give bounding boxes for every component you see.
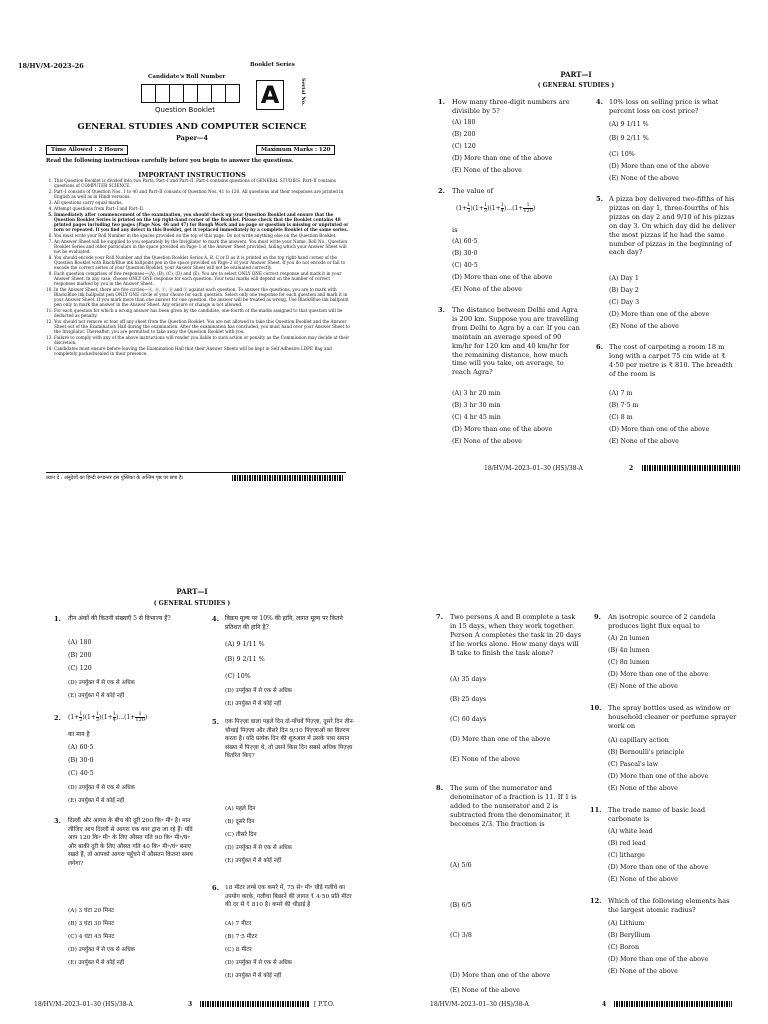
answer-option: (B) Day 2 (609, 287, 639, 294)
answer-option: (B) 3 घंटा 30 मिनट (68, 921, 115, 927)
question-text: दिल्ली और आगरा के बीच की दूरी 200 कि॰ मी॰ है। मान लीजिए आप दिल्ली से आगरा एक कार द्वारा जा रहे हैं। यदि आप 120 कि॰ मी॰ के लिए औसत गति 90 कि॰ मी॰/घं॰ और बाकी दूरी के लिए औसत गति 40 कि॰ मी॰/घं॰ बनाए रखते हैं, तो आपको आगरा पहुँचने में औसतन कितना समय लगेगा? (68, 818, 193, 867)
answer-option: (B) 25 days (450, 696, 487, 703)
question-text: 18 मीटर लम्बे एक कमरे में, 75 से॰ मी॰ चौड़े गलीचे का उपयोग करके, गलीचा बिछाने की लागत ₹ 4·50 प्रति मीटर की दर से ₹ 810 है। कमरे की चौड़ाई है (225, 885, 352, 909)
question-number: 7. (436, 613, 443, 621)
answer-option: (D) More than one of the above (450, 736, 551, 743)
math-expression: (1+ $\frac{1}{2}$ )(1+ $\frac{1}{3}$ )(1+ $\frac{1}{4}$ )…(1+ $\frac{1}{120}$ ) (68, 711, 148, 723)
roll-digit-box[interactable] (170, 84, 184, 103)
answer-option: (E) उपर्युक्त में से कोई नहीं (68, 798, 125, 804)
section-heading: ( GENERAL STUDIES ) (153, 600, 231, 607)
answer-option: (C) 4 hr 45 min (452, 414, 501, 421)
question-number: 5. (596, 195, 603, 203)
page-cover (0, 0, 384, 512)
answer-option: (D) More than one of the above (452, 155, 553, 162)
answer-option: (C) 120 (68, 665, 92, 672)
question-text: The trade name of basic lead carbonate is (608, 806, 706, 823)
answer-option: (C) 3/8 (450, 932, 472, 939)
roll-label: Candidate's Roll Number (148, 74, 226, 80)
instruction-item: 4. Attempt questions from Part–I and Part–II. (54, 206, 350, 211)
question-number: 12. (590, 897, 602, 905)
roll-digit-box[interactable] (141, 84, 156, 103)
roll-digit-box[interactable] (226, 84, 240, 103)
serial-no-label: Serial No. (300, 78, 306, 106)
question-number: 4. (596, 98, 603, 106)
question-number: 3. (438, 306, 445, 314)
question-text: The spray bottles used as window or household cleaner or perfume sprayer work on (608, 704, 737, 730)
instruction-item: 12. You should not remove or tear off any sheet from the Question Booklet. You are not allowed to take this Question Booklet and the Answer Sheet out of the Examination Hall during the examination. After the examination has concluded, you must hand over your Answer Sheet to the Invigilator. Thereafter, you are permitted to take away the Question Booklet with you. (54, 319, 350, 334)
answer-option: (D) More than one of the above (608, 671, 709, 678)
answer-option: (A) white lead (608, 828, 653, 835)
answer-option: (D) उपर्युक्त में से एक से अधिक (225, 688, 292, 694)
read-instruction-line: Read the following instructions carefully before you begin to answer the questions. (46, 158, 294, 164)
answer-option: (C) 120 (452, 143, 476, 150)
answer-option: (D) More than one of the above (452, 426, 553, 433)
question-number: 1. (438, 98, 445, 106)
answer-option: (E) None of the above (609, 438, 679, 445)
answer-option: (C) 8 m (609, 414, 633, 421)
answer-option: (D) उपर्युक्त में से एक से अधिक (68, 680, 135, 686)
time-allowed: Time Allowed : 2 Hours (46, 145, 128, 155)
booklet-code: 18/HV/M–2023–26 (18, 62, 84, 70)
question-number: 10. (590, 704, 602, 712)
answer-option: (B) red lead (608, 840, 646, 847)
answer-option: (A) 180 (68, 639, 92, 646)
answer-option: (D) More than one of the above (609, 163, 710, 170)
instruction-item: 5. Immediately after commencement of the examination, you should check up your Question Booklet and ensure that the Question Booklet Series is printed on the top right-hand corner of the Booklet. Please check that the Booklet contains 48 printed pages including two pages (Page Nos. 46 and 47) for Rough Work and no page or question is missing or unprinted or torn or repeated. If you find any defect in this Booklet, get it replaced immediately by a complete Booklet of the same series. (54, 212, 350, 232)
instruction-item: 2. Part–I consists of Question Nos. 1 to 40 and Part–II consists of Question Nos. 41 to 120. All questions and their responses are printed in English as well as in Hindi versions. (54, 189, 350, 199)
answer-option: (E) None of the above (452, 286, 522, 293)
answer-option: (E) None of the above (608, 876, 678, 883)
question-text: A pizza boy delivered two-fifths of his pizzas on day 1, three-fourths of his pizzas on day 2 and 9/10 of his pizzas on day 3. On which day did he deliver the most pizzas if he had the same number of pizzas in the beginning of each day? (609, 195, 736, 257)
barcode (232, 475, 344, 481)
page-footer-code: 18/HV/M–2023–01–30 (HS)/38-A (430, 1001, 529, 1008)
instruction-item: 10. In the Answer Sheet, there are five circles—Ⓐ, Ⓑ, Ⓒ, Ⓓ and Ⓔ against each question. To answer the questions, you are to mark with Black/Blue ink ballpoint pen ONLY ONE circle of your choice for each question. Select only one response for each question and mark it in your Answer Sheet. If you mark more than one answer for one question, the answer will be treated as wrong. Use Black/Blue ink ballpoint pen only to mark the answer in the Answer Sheet. Any erasure or change is not allowed. (54, 287, 350, 307)
answer-option: (A) 3 hr 20 min (452, 390, 501, 397)
answer-option: (E) None of the above (452, 438, 522, 445)
answer-option: (D) More than one of the above (609, 426, 710, 433)
answer-option: (A) Lithium (608, 920, 645, 927)
answer-option: (E) उपर्युक्त में से कोई नहीं (225, 858, 282, 864)
answer-option: (B) 30·0 (452, 250, 478, 257)
answer-option: (E) None of the above (608, 968, 678, 975)
answer-option: (C) 8π lumen (608, 659, 650, 666)
booklet-series-label: Booklet Series (250, 62, 295, 68)
answer-option: (B) 3 hr 30 min (452, 402, 501, 409)
answer-option: (E) None of the above (450, 756, 520, 763)
answer-option: (D) More than one of the above (608, 864, 709, 871)
answer-option: (D) उपर्युक्त में से एक से अधिक (68, 785, 135, 791)
exam-title: GENERAL STUDIES AND COMPUTER SCIENCE (77, 122, 307, 132)
answer-option: (A) 35 days (450, 676, 487, 683)
answer-option: (B) 9 2/11 % (609, 135, 649, 142)
roll-digit-box[interactable] (198, 84, 212, 103)
math-expression: (1+ $\frac{1}{2}$ )(1+ $\frac{1}{3}$ )(1+ $\frac{1}{4}$ )…(1+ $\frac{1}{120}$ ) (456, 202, 536, 214)
page-number: 2 (629, 465, 634, 472)
barcode (642, 465, 740, 471)
answer-option: (B) 200 (452, 131, 476, 138)
instruction-item: 6. You must write your Roll Number in the spaces provided on the top of this page. Do not write anything else on the Question Booklet. (54, 233, 350, 238)
answer-option: (C) 60 days (450, 716, 487, 723)
hindi-note: ध्यान दें : अनुदेशों का हिन्दी रूपान्तर इस पुस्तिका के अन्तिम पृष्ठ पर छपा है। (46, 475, 184, 481)
roll-digit-box[interactable] (184, 84, 198, 103)
answer-option: (C) litharge (608, 852, 645, 859)
instruction-item: 11. For each question for which a wrong answer has been given by the candidate, one-fourth of the marks assigned to that question will be deducted as penalty. (54, 308, 350, 318)
answer-option: (D) उपर्युक्त में से एक से अधिक (225, 960, 292, 966)
answer-option: (C) 10% (225, 673, 251, 680)
answer-option: (A) 60·5 (452, 238, 478, 245)
answer-option: (A) पहले दिन (225, 806, 256, 812)
question-text: विक्रय मूल्य पर 10% की हानि, लागत मूल्य पर कितने प्रतिशत की हानि है? (225, 615, 343, 631)
answer-option: (B) 9 2/11 % (225, 656, 265, 663)
answer-option: (C) Pascal's law (608, 761, 659, 768)
answer-option: (A) 7 मीटर (225, 921, 252, 927)
page-footer-code: 18/HV/M–2023–01–30 (HS)/38-A (34, 1001, 133, 1008)
answer-option: (D) उपर्युक्त में से एक से अधिक (225, 845, 292, 851)
question-number: 1. (54, 615, 61, 623)
answer-option: (E) None of the above (450, 987, 520, 994)
question-text: तीन अंकों की कितनी संख्याएँ 5 से विभाज्य हैं? (68, 615, 171, 622)
answer-option: (A) Day 1 (609, 275, 639, 282)
answer-option: (C) Day 3 (609, 299, 640, 306)
part-heading: PART—I (176, 587, 208, 596)
question-text: एक पिज़्ज़ा वाला पहले दिन दो-पाँचवें पिज़्ज़ा, दूसरे दिन तीन-चौथाई पिज़्ज़ा और तीसरे दिन 9/10 पिज़्ज़ाओं का वितरण करता है। यदि प्रत्येक दिन की शुरुआत में उसके पास समान संख्या में पिज़्ज़ा थे, तो उसने किस दिन सबसे अधिक पिज़्ज़ा वितरित किए? (225, 719, 355, 760)
page-3 (0, 512, 384, 1024)
answer-option: (B) 7·5 m (609, 402, 639, 409)
roll-number-boxes[interactable] (141, 84, 240, 103)
page-footer-code: 18/HV/M–2023–01–30 (HS)/38-A (484, 465, 583, 472)
instruction-list (46, 178, 350, 357)
instruction-item: 9. Each question comprises of five responses—(A), (B), (C), (D) and (E). You are to select ONLY ONE correct response and mark it in your Answer Sheet. In any case, choose ONLY ONE response for each question. Your total marks will depend on the number of correct responses marked by you in the Answer Sheet. (54, 271, 350, 286)
instruction-item: 7. An Answer Sheet will be supplied to you separately by the Invigilator to mark the answers. You must write your Name, Roll No., Question Booklet Series and other particulars in the space provided on Page–1 of the Answer Sheet provided, failing which your Answer Sheet will not be evaluated. (54, 239, 350, 254)
answer-option: (D) More than one of the above (450, 972, 551, 979)
answer-option: (B) 30·0 (68, 757, 94, 764)
answer-option: (E) None of the above (608, 683, 678, 690)
answer-option: (B) 4π lumen (608, 647, 650, 654)
barcode (614, 1001, 732, 1007)
answer-option: (E) उपर्युक्त में से कोई नहीं (225, 701, 282, 707)
question-number: 2. (438, 187, 445, 195)
answer-option: (A) 60·5 (68, 744, 94, 751)
answer-option: (E) None of the above (452, 167, 522, 174)
question-text: The cost of carpeting a room 18 m long with a carpet 75 cm wide at ₹ 4·50 per metre is ₹ 810. The breadth of the room is (609, 343, 733, 378)
answer-option: (A) 180 (452, 119, 476, 126)
series-letter-box: A (256, 80, 284, 110)
question-text: is (452, 226, 458, 234)
answer-option: (D) More than one of the above (452, 274, 553, 281)
instruction-item: 14. Candidates must ensure before leaving the Examination Hall that their Answer Sheets will be kept in Self Adhesive LDPE Bag and completely packed/sealed in their presence. (54, 346, 350, 356)
answer-option: (C) 40·5 (452, 262, 478, 269)
paper-label: Paper—4 (175, 134, 209, 142)
answer-option: (B) 200 (68, 652, 92, 659)
question-booklet-label: Question Booklet (155, 106, 215, 114)
question-text: How many three-digit numbers are divisible by 5? (452, 98, 570, 115)
answer-option: (B) 6/5 (450, 902, 472, 909)
answer-option: (C) 10% (609, 151, 635, 158)
answer-option: (A) 7 m (609, 390, 633, 397)
answer-option: (D) More than one of the above (609, 311, 710, 318)
question-text: Two persons A and B complete a task in 15 days, when they work together. Person A completes the task in 20 days if he works alone. How many days will B take to finish the task alone? (450, 613, 582, 657)
answer-option: (A) 3 घंटा 20 मिनट (68, 908, 115, 914)
question-number: 9. (594, 613, 601, 621)
instruction-item: 1. This Question Booklet is divided into two Parts, Part–I and Part–II. Part–I contains questions of GENERAL STUDIES. Part–II contains questions of COMPUTER SCIENCE. (54, 178, 350, 188)
answer-option: (E) None of the above (608, 785, 678, 792)
answer-option: (A) 2π lumen (608, 635, 650, 642)
question-text: The sum of the numerator and denominator of a fraction is 11. If 1 is added to the numerator and 2 is subtracted from the denominator, it becomes 2/3. The fraction is (450, 784, 577, 828)
page-number: 4 (602, 1001, 607, 1008)
instruction-item: 8. You should encode your Roll Number and the Question Booklet Series A, B, C or D as it is printed on the top right-hand corner of the Question Booklet with Black/Blue ink ballpoint pen in the space provided on Page–2 of your Answer Sheet. If you do not encode or fail to encode the correct series of your Question Booklet, your Answer Sheet will not be evaluated correctly. (54, 255, 350, 270)
answer-option: (C) तीसरे दिन (225, 832, 257, 838)
barcode (200, 1001, 310, 1007)
divider (46, 472, 346, 473)
question-text: The value of (452, 187, 494, 195)
question-number: 2. (54, 714, 61, 722)
answer-option: (C) 4 घंटा 45 मिनट (68, 934, 115, 940)
answer-option: (B) Bernoulli's principle (608, 749, 685, 756)
answer-option: (C) 40·5 (68, 770, 94, 777)
answer-option: (B) Beryllium (608, 932, 651, 939)
answer-option: (A) 9 1/11 % (225, 641, 265, 648)
roll-digit-box[interactable] (156, 84, 170, 103)
answer-option: (D) More than one of the above (608, 773, 709, 780)
section-heading: ( GENERAL STUDIES ) (537, 82, 615, 89)
question-text: का मान है (68, 731, 90, 738)
answer-option: (D) उपर्युक्त में से एक से अधिक (68, 947, 135, 953)
answer-option: (A) 9 1/11 % (609, 121, 649, 128)
question-number: 6. (596, 343, 603, 351)
question-number: 5. (212, 718, 219, 726)
question-number: 4. (212, 615, 219, 623)
answer-option: (A) 5/6 (450, 862, 472, 869)
question-text: Which of the following elements has the largest atomic radius? (608, 897, 730, 914)
maximum-marks: Maximum Marks : 120 (256, 145, 335, 155)
roll-digit-box[interactable] (212, 84, 226, 103)
page-number: 3 (188, 1001, 193, 1008)
answer-option: (C) Boron (608, 944, 640, 951)
part-heading: PART—I (560, 70, 592, 79)
important-instructions-heading: IMPORTANT INSTRUCTIONS (138, 171, 246, 179)
answer-option: (E) उपर्युक्त में से कोई नहीं (68, 960, 125, 966)
answer-option: (E) None of the above (609, 175, 679, 182)
question-number: 3. (54, 817, 61, 825)
question-text: 10% loss on selling price is what percent loss on cost price? (609, 98, 719, 115)
page-4 (384, 512, 768, 1024)
answer-option: (B) दूसरे दिन (225, 819, 255, 825)
answer-option: (D) More than one of the above (608, 956, 709, 963)
instruction-item: 3. All questions carry equal marks. (54, 200, 350, 205)
question-number: 8. (436, 784, 443, 792)
answer-option: (C) 8 मीटर (225, 947, 252, 953)
answer-option: (A) capillary action (608, 737, 669, 744)
answer-option: (E) उपर्युक्त में से कोई नहीं (68, 693, 125, 699)
answer-option: (E) None of the above (609, 323, 679, 330)
question-number: 6. (212, 884, 219, 892)
answer-option: (E) उपर्युक्त में से कोई नहीं (225, 973, 282, 979)
answer-option: (B) 7·5 मीटर (225, 934, 257, 940)
question-text: An isotropic source of 2 candela produces light flux equal to (608, 613, 716, 630)
page-2 (384, 0, 768, 512)
question-text: The distance between Delhi and Agra is 200 km. Suppose you are travelling from Delhi to Agra by a car. If you can maintain an average speed of 90 km/hr for 120 km and 40 km/hr for the remaining distance, how much time will you take, on average, to reach Agra? (452, 306, 580, 377)
question-number: 11. (590, 806, 602, 814)
instruction-item: 13. Failure to comply with any of the above instructions will render you liable to such action or penalty as the Commission may decide at their discretion. (54, 335, 350, 345)
pto-label: [ P.T.O. (314, 1001, 335, 1008)
